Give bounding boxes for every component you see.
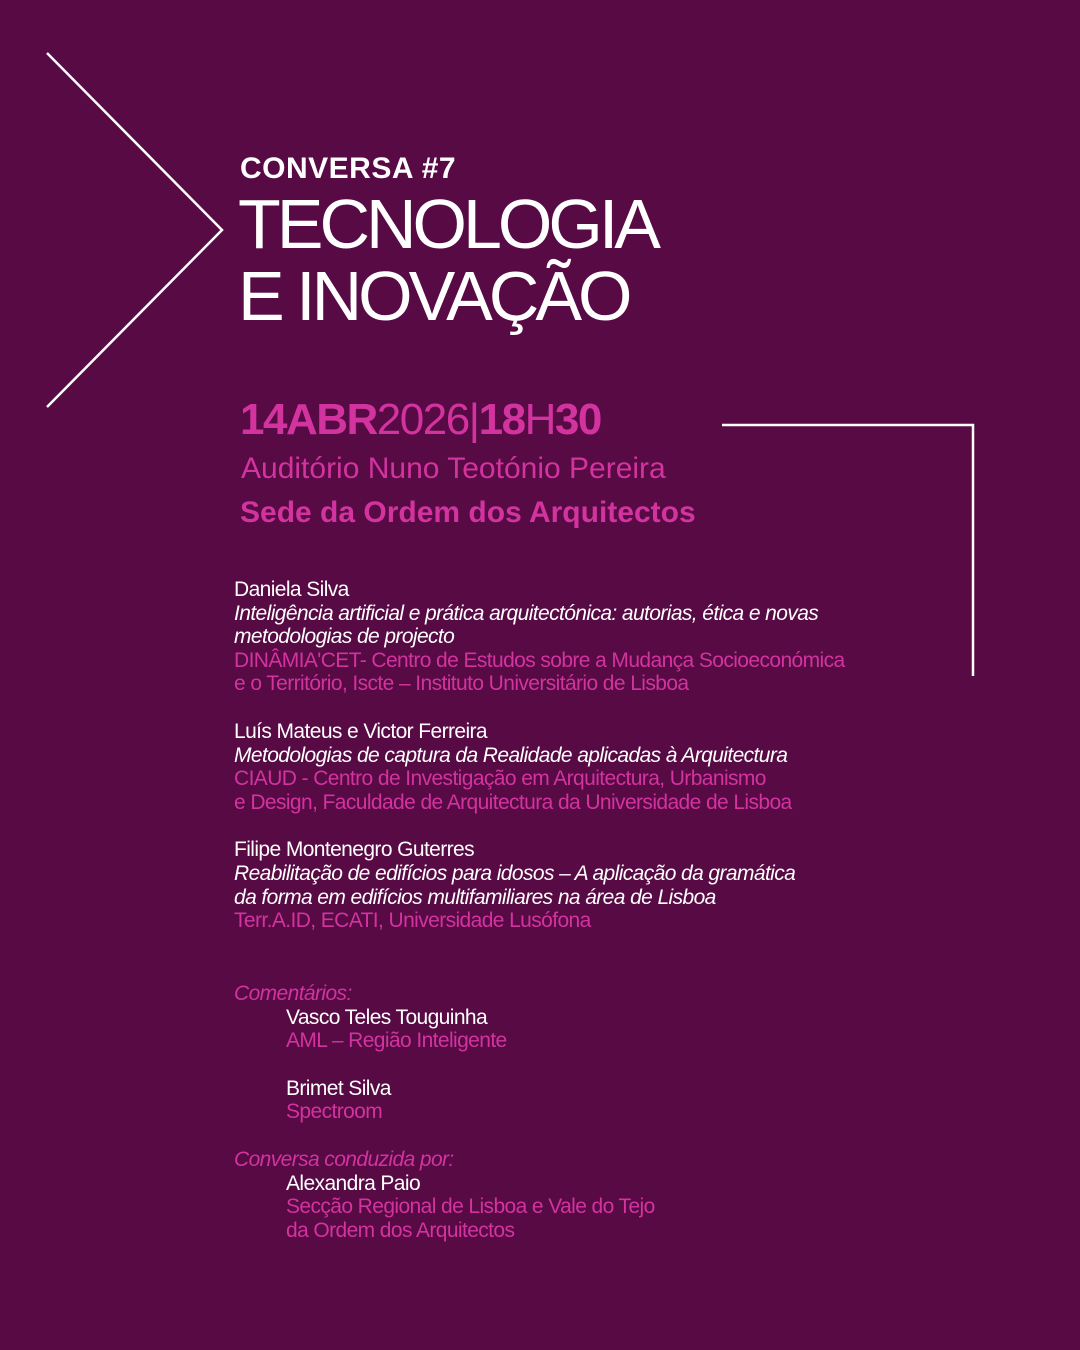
commentator-name: Brimet Silva	[286, 1076, 391, 1100]
speaker-affiliation-line: CIAUD - Centro de Investigação em Arquitectura, Urbanismo	[234, 767, 766, 791]
speaker-affiliation-line: e o Território, Iscte – Instituto Universitário de Lisboa	[234, 672, 689, 696]
date-separator: |	[468, 395, 479, 444]
date-year: 2026	[376, 395, 469, 444]
speaker-affiliation-line: e Design, Faculdade de Arquitectura da Universidade de Lisboa	[234, 790, 792, 814]
talk-topic-line: Reabilitação de edifícios para idosos – A aplicação da gramática	[234, 861, 796, 885]
speaker-affiliation-line: Terr.A.ID, ECATI, Universidade Lusófona	[234, 909, 591, 933]
date-day-month: 14ABR	[240, 395, 377, 444]
speaker-name: Filipe Montenegro Guterres	[234, 838, 475, 862]
venue-room: Auditório Nuno Teotónio Pereira	[241, 452, 666, 485]
moderator-affiliation-line: da Ordem dos Arquitectos	[286, 1218, 515, 1242]
talk-topic-line: da forma em edifícios multifamiliares na área de Lisboa	[234, 885, 716, 909]
talk-item	[234, 720, 934, 814]
talk-topic-line: Metodologias de captura da Realidade aplicadas à Arquitectura	[234, 743, 788, 767]
event-datetime	[240, 395, 601, 445]
chevron-line	[47, 53, 222, 407]
event-title	[238, 185, 657, 335]
comments-label: Comentários:	[234, 982, 352, 1005]
venue-building: Sede da Ordem dos Arquitectos	[240, 496, 696, 529]
title-line-2: E INOVAÇÃO	[238, 257, 629, 335]
talk-topic-line: Inteligência artificial e prática arquitectónica: autorias, ética e novas	[234, 601, 819, 625]
comments-section	[234, 982, 934, 1242]
commentator	[234, 1077, 934, 1124]
talk-topic-line: metodologias de projecto	[234, 625, 455, 649]
speaker-name: Luís Mateus e Victor Ferreira	[234, 719, 487, 743]
title-line-1: TECNOLOGIA	[238, 185, 657, 263]
moderator-affiliation-line: Secção Regional de Lisboa e Vale do Tejo	[286, 1195, 655, 1219]
commentator-name: Vasco Teles Touguinha	[286, 1005, 488, 1029]
series-label: CONVERSA #7	[240, 152, 457, 185]
time-minutes: 30	[554, 395, 601, 444]
moderator-label: Conversa conduzida por:	[234, 1147, 454, 1171]
commentator-affiliation: AML – Região Inteligente	[286, 1029, 507, 1053]
moderator-name: Alexandra Paio	[286, 1171, 421, 1195]
commentator	[234, 1006, 934, 1053]
time-hour-marker: H	[524, 395, 555, 444]
speaker-affiliation-line: DINÂMIA'CET- Centro de Estudos sobre a Mudança Socioeconómica	[234, 648, 845, 672]
talk-item	[234, 838, 934, 932]
moderator	[234, 1172, 934, 1243]
speaker-name: Daniela Silva	[234, 578, 349, 601]
talk-item	[234, 578, 934, 696]
commentator-affiliation: Spectroom	[286, 1100, 383, 1124]
talks-list	[234, 578, 934, 957]
time-hour: 18	[478, 395, 525, 444]
